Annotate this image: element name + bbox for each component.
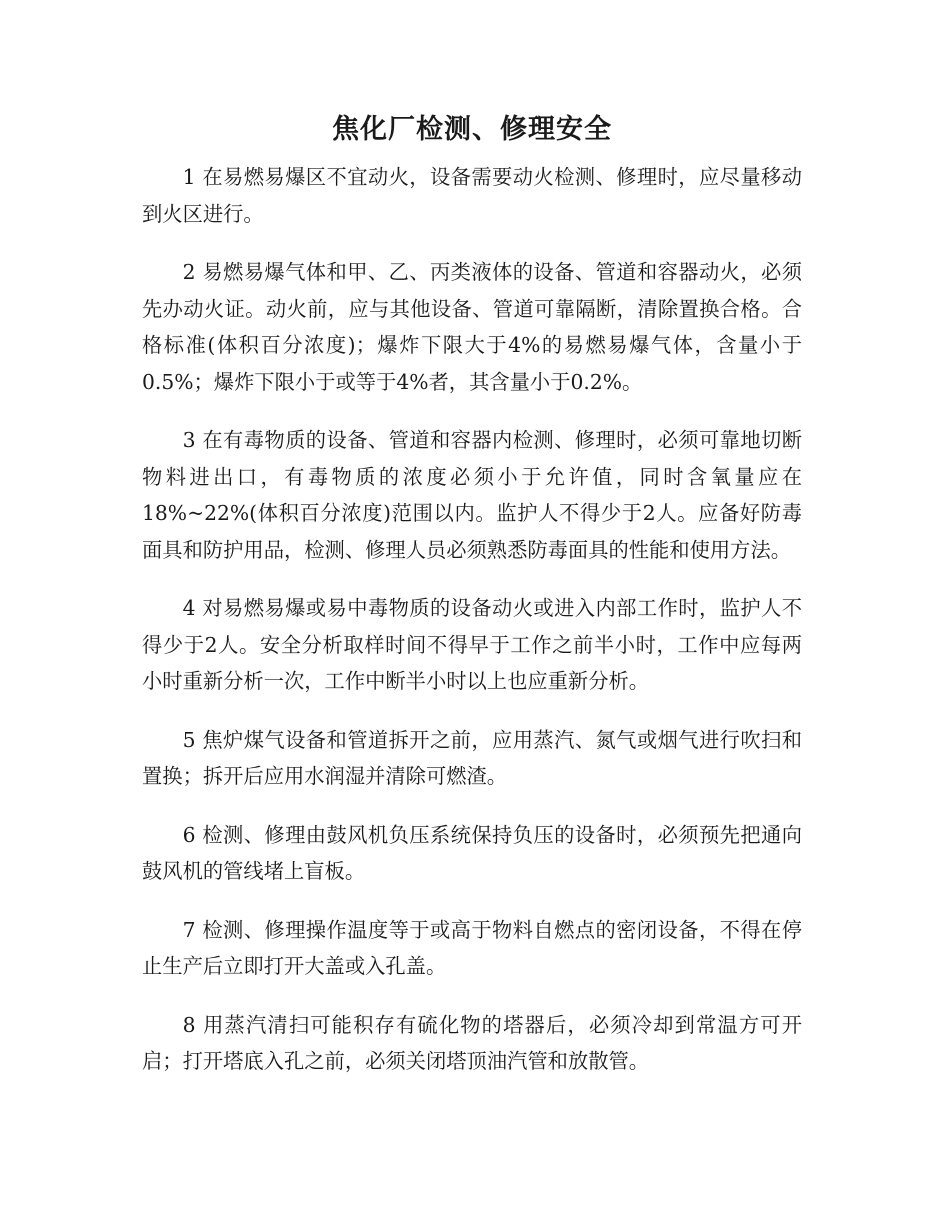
paragraph-8: 8 用蒸汽清扫可能积存有硫化物的塔器后，必须冷却到常温方可开启；打开塔底入孔之前，必须关闭塔顶油汽管和放散管。 [142, 1012, 802, 1073]
paragraph-4: 4 对易燃易爆或易中毒物质的设备动火或进入内部工作时，监护人不得少于2人。安全分析取样时间不得早于工作之前半小时，工作中应每两小时重新分析一次，工作中断半小时以上也应重新分析。 [142, 596, 802, 693]
paragraph-1: 1 在易燃易爆区不宜动火，设备需要动火检测、修理时，应尽量移动到火区进行。 [142, 165, 802, 226]
document-page [142, 108, 802, 1102]
document-title: 焦化厂检测、修理安全 [332, 114, 612, 145]
paragraph-3: 3 在有毒物质的设备、管道和容器内检测、修理时，必须可靠地切断物料进出口，有毒物质的浓度必须小于允许值，同时含氧量应在18%~22%(体积百分浓度)范围以内。监护人不得少于2人。应备好防毒面具和防护用品，检测、修理人员必须熟悉防毒面具的性能和使用方法。 [142, 428, 802, 562]
paragraph-2: 2 易燃易爆气体和甲、乙、丙类液体的设备、管道和容器动火，必须先办动火证。动火前，应与其他设备、管道可靠隔断，清除置换合格。合格标准(体积百分浓度)；爆炸下限大于4%的易燃易爆气体，含量小于0.5%；爆炸下限小于或等于4%者，其含量小于0.2%。 [142, 260, 802, 394]
paragraph-5: 5 焦炉煤气设备和管道拆开之前，应用蒸汽、氮气或烟气进行吹扫和置换；拆开后应用水润湿并清除可燃渣。 [142, 727, 802, 788]
paragraph-6: 6 检测、修理由鼓风机负压系统保持负压的设备时，必须预先把通向鼓风机的管线堵上盲板。 [142, 822, 802, 883]
paragraph-7: 7 检测、修理操作温度等于或高于物料自燃点的密闭设备，不得在停止生产后立即打开大盖或入孔盖。 [142, 917, 802, 978]
